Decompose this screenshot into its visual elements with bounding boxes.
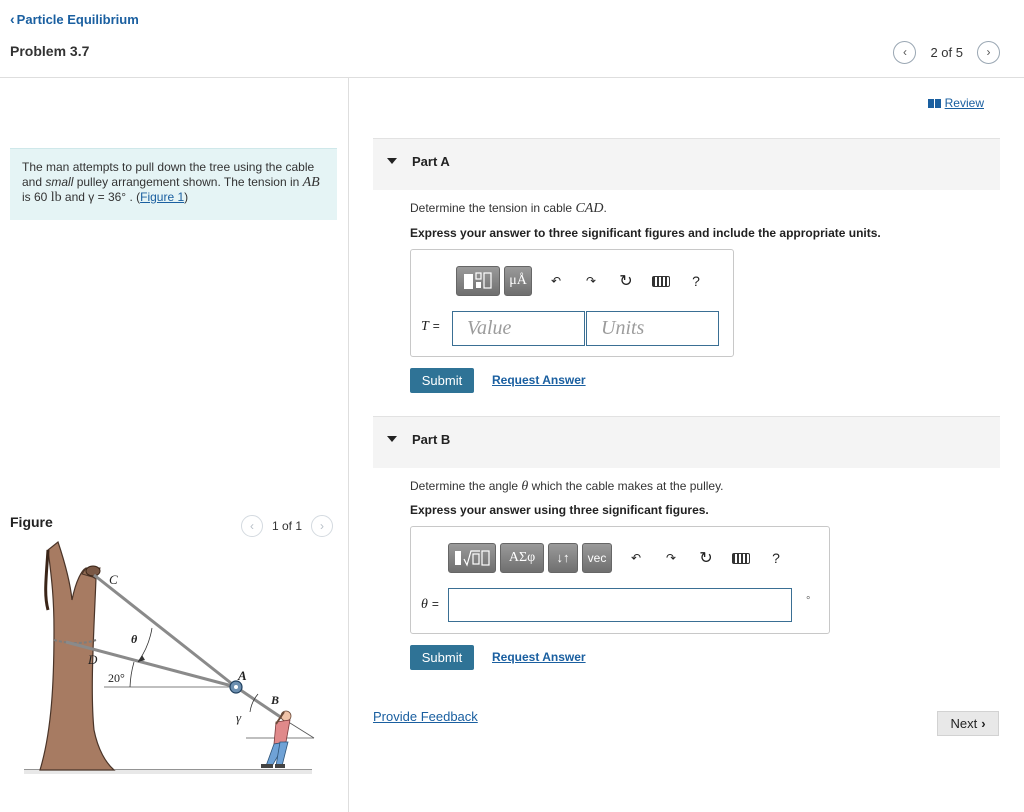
part-a-title: Part A [412, 154, 450, 169]
caret-down-icon [387, 436, 397, 442]
label-20-degrees: 20° [108, 671, 125, 685]
problem-pager-text: 2 of 5 [930, 44, 963, 60]
man-shoe [261, 764, 273, 768]
redo-icon[interactable]: ↷ [585, 274, 597, 288]
undo-icon[interactable]: ↶ [630, 551, 642, 565]
next-button[interactable] [937, 711, 999, 736]
figure-heading: Figure [10, 514, 53, 530]
help-icon[interactable]: ? [692, 273, 700, 289]
degree-unit: ° [806, 595, 811, 607]
statement-text: is 60 [22, 190, 51, 204]
var-t: T [421, 319, 429, 334]
question-text: which the cable makes at the pulley. [528, 479, 724, 493]
part-b-toolbar [448, 543, 791, 573]
units-input[interactable] [586, 311, 719, 346]
part-b-instruction: Express your answer using three significant figures. [410, 503, 709, 517]
chevron-right-icon: › [981, 716, 986, 731]
theta-arc-arrow [138, 655, 145, 662]
undo-icon[interactable]: ↶ [550, 274, 562, 288]
label-b: B [271, 693, 280, 707]
right-pane [350, 78, 1024, 812]
part-a-question [410, 201, 607, 217]
templates-icon [463, 271, 493, 291]
sub-superscript-button[interactable]: ↓↑ [548, 543, 578, 573]
var-ab: AB [302, 175, 320, 190]
chevron-left-icon: ‹ [902, 45, 907, 59]
part-a-var-label [421, 319, 440, 335]
value-input[interactable] [452, 311, 585, 346]
part-a-submit-button[interactable]: Submit [410, 368, 474, 393]
units-button[interactable]: μÅ [504, 266, 532, 296]
chevron-left-icon: ‹ [10, 11, 15, 27]
part-a-request-answer-link[interactable]: Request Answer [492, 373, 586, 387]
question-text: Determine the tension in cable [410, 201, 576, 215]
man-shoe [275, 764, 285, 768]
chevron-right-icon: › [320, 519, 325, 533]
part-a-header[interactable] [373, 138, 1000, 190]
previous-problem-button[interactable] [893, 41, 916, 64]
part-a-instruction: Express your answer to three significant figures and include the appropriate units. [410, 226, 881, 240]
back-link-label: Particle Equilibrium [16, 12, 139, 27]
question-text-end: . [603, 201, 607, 215]
part-b-question [410, 479, 724, 495]
statement-text: and [61, 190, 89, 204]
statement-text: pulley arrangement shown. The tension in [73, 175, 303, 189]
question-var-theta: θ [521, 479, 529, 494]
chevron-right-icon: › [986, 45, 991, 59]
part-a-toolbar [456, 266, 711, 296]
pulley-hub [234, 685, 238, 689]
tree-trunk [40, 542, 114, 770]
problem-title: Problem 3.7 [10, 43, 90, 59]
label-d: D [88, 652, 98, 667]
reset-icon[interactable]: ↻ [619, 273, 633, 290]
greek-symbols-button[interactable]: ΑΣφ [500, 543, 544, 573]
part-b-var-label [421, 597, 439, 613]
review-label: Review [944, 96, 984, 110]
angle-input[interactable] [448, 588, 792, 622]
theta-arc [138, 628, 152, 662]
part-b-submit-button[interactable]: Submit [410, 645, 474, 670]
templates-radical-button[interactable] [448, 543, 496, 573]
keyboard-icon[interactable] [726, 543, 756, 573]
chevron-left-icon: ‹ [250, 519, 254, 533]
redo-icon[interactable]: ↷ [665, 551, 677, 565]
part-b-request-answer-link[interactable]: Request Answer [492, 650, 586, 664]
statement-italic: small [45, 175, 74, 189]
label-a: A [238, 668, 247, 683]
keyboard-glyph [732, 553, 750, 564]
gamma-value: γ = 36° [88, 190, 127, 204]
next-button-label: Next [950, 716, 978, 731]
top-bar [0, 0, 1024, 78]
next-problem-button[interactable] [977, 41, 1000, 64]
vector-button[interactable]: vec [582, 543, 612, 573]
part-b-answer-box [410, 526, 830, 634]
problem-statement [10, 148, 337, 220]
part-a-answer-box [410, 249, 734, 357]
figure-pager-text: 1 of 1 [272, 519, 303, 533]
review-link[interactable] [928, 96, 984, 110]
problem-pager [893, 40, 1000, 64]
back-link-particle-equilibrium[interactable] [10, 11, 139, 27]
book-icon [928, 99, 941, 108]
part-b-header[interactable] [373, 416, 1000, 468]
label-c: C [109, 572, 118, 587]
figure-1-link[interactable]: Figure 1 [140, 190, 185, 204]
label-gamma: γ [236, 710, 242, 725]
tree-stump-rings [86, 566, 100, 576]
unit-lb: lb [50, 190, 62, 205]
equals-sign: = [432, 319, 440, 333]
label-theta: θ [131, 632, 138, 646]
var-theta: θ [421, 597, 428, 612]
keyboard-icon[interactable] [646, 266, 676, 296]
question-text: Determine the angle [410, 479, 522, 493]
equals-sign: = [431, 597, 439, 611]
statement-text: The man attempts to pull down the tree using the cable and [22, 160, 315, 189]
caret-down-icon [387, 158, 397, 164]
figure-tree-pulley [14, 480, 324, 780]
help-icon[interactable]: ? [772, 550, 780, 566]
tree-branch-stub [46, 550, 48, 610]
question-var-cad: CAD [575, 201, 604, 216]
templates-button[interactable] [456, 266, 500, 296]
angle-20-arc [130, 662, 134, 687]
statement-text: . ( [126, 190, 141, 204]
radical-template-icon [454, 548, 490, 568]
part-b-title: Part B [412, 432, 451, 447]
statement-text: ) [184, 190, 189, 204]
keyboard-glyph [652, 276, 670, 287]
reset-icon[interactable]: ↻ [699, 550, 713, 567]
provide-feedback-link[interactable]: Provide Feedback [373, 709, 478, 724]
